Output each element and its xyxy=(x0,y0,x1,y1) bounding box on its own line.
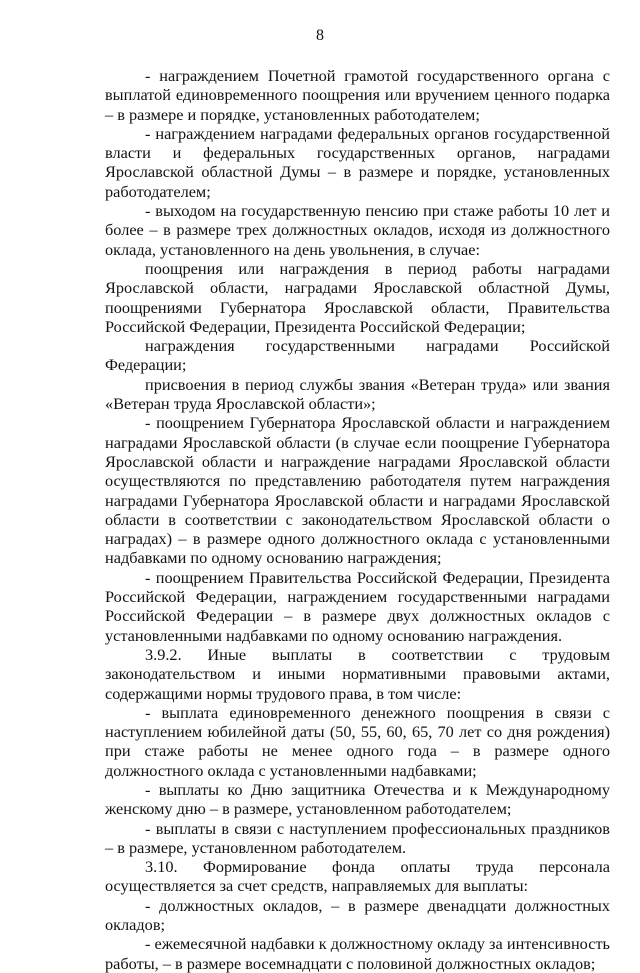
paragraph-labor-veteran: присвоения в период службы звания «Ветеран труда» или звания «Ветеран труда Ярославской области»; xyxy=(105,374,610,414)
paragraph-government-award: - поощрением Правительства Российской Федерации, Президента Российской Федерации, награждением государственными наградами Российской Федерации – в размере двух должностных окладов с установленными надбавками по одному основанию награждения. xyxy=(105,567,610,645)
paragraph-professional-holidays: - выплаты в связи с наступлением профессиональных праздников – в размере, установленном работодателем. xyxy=(105,818,610,857)
paragraph-intensity-bonus: - ежемесячной надбавки к должностному окладу за интенсивность работы, – в размере восемнадцати с половиной должностных окладов; xyxy=(105,934,610,973)
paragraph-section-3-10: 3.10. Формирование фонда оплаты труда персонала осуществляется за счет средств, направляемых для выплаты: xyxy=(105,857,610,896)
paragraph-state-awards: награждения государственными наградами Российской Федерации; xyxy=(105,336,610,375)
paragraph-award-certificate: - награждением Почетной грамотой государственного органа с выплатой единовременного поощрения или вручением ценного подарка – в размере и порядке, установленных работодателем; xyxy=(105,66,610,124)
paragraph-anniversary-bonus: - выплата единовременного денежного поощрения в связи с наступлением юбилейной даты (50, 55, 60, 65, 70 лет со дня рождения) при стаже работы не менее одного года – в размере одного должностного оклада с установленными надбавками; xyxy=(105,702,610,780)
paragraph-holiday-bonus: - выплаты ко Дню защитника Отечества и к Международному женскому дню – в размере, установленном работодателем; xyxy=(105,779,610,819)
document-body xyxy=(105,66,610,973)
paragraph-regional-awards: поощрения или награждения в период работы наградами Ярославской области, наградами Ярославской областной Думы, поощрениями Губернатора Ярославской области, Правительства Российской Федерации, Президента Российской Федерации; xyxy=(105,258,610,336)
paragraph-pension-retirement: - выходом на государственную пенсию при стаже работы 10 лет и более – в размере трех должностных окладов, исходя из должностного оклада, установленного на день увольнения, в случае: xyxy=(105,201,610,259)
paragraph-federal-awards: - награждением наградами федеральных органов государственной власти и федеральных государственных органов, наградами Ярославской областной Думы – в размере и порядке, установленных работодателем; xyxy=(105,123,610,201)
paragraph-section-3-9-2: 3.9.2. Иные выплаты в соответствии с трудовым законодательством и иными нормативными правовыми актами, содержащими нормы трудового права, в том числе: xyxy=(105,644,610,703)
paragraph-base-salaries: - должностных окладов, – в размере двенадцати должностных окладов; xyxy=(105,895,610,935)
paragraph-governor-award: - поощрением Губернатора Ярославской области и награждением наградами Ярославской области (в случае если поощрение Губернатора Ярославской области и награждение наградами Ярославской области осуществляются по представлению работодателя путем награждения наградами Губернатора Ярославской области и наградами Ярославской области в соответствии с законодательством Ярославской области о наградах) – в размере одного должностного оклада с установленными надбавками по одному основанию награждения; xyxy=(105,413,610,568)
page-number: 8 xyxy=(316,27,324,44)
